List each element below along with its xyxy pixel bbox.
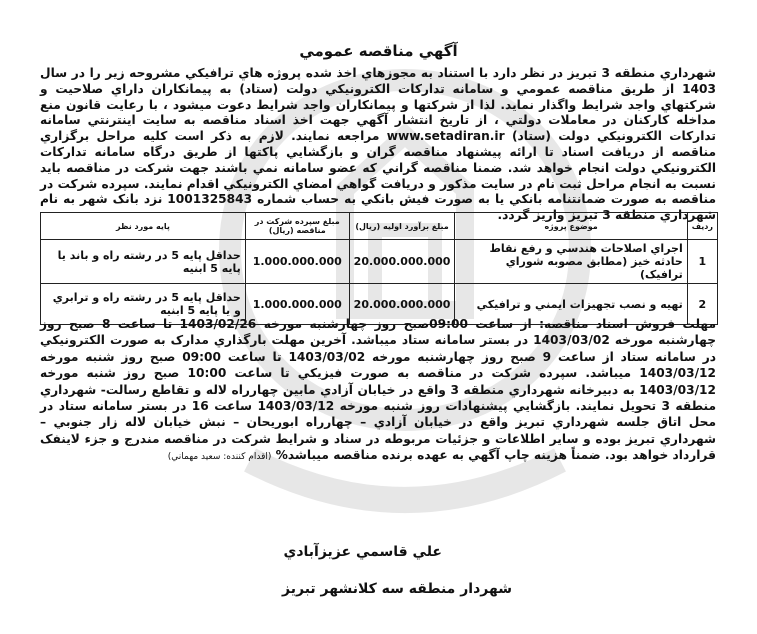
row-number: 2 bbox=[687, 284, 717, 325]
signatory-title: شهردار منطقه سه کلانشهر تبريز bbox=[282, 581, 512, 597]
deposit-amount: 1.000.000.000 bbox=[245, 240, 349, 284]
project-subject: تهيه و نصب تجهيزات ايمني و ترافيکي bbox=[455, 284, 687, 325]
initial-estimate: 20.000.000.000 bbox=[349, 284, 455, 325]
table-row bbox=[41, 240, 718, 284]
setad-url-link[interactable]: www.setadiran.ir bbox=[386, 129, 505, 144]
header-deposit-amount: مبلغ سپرده شرکت در مناقصه (ريال) bbox=[245, 213, 349, 240]
notice-title: آگهي مناقصه عمومي bbox=[299, 42, 458, 60]
header-initial-estimate: مبلغ برآورد اوليه (ريال) bbox=[349, 213, 455, 240]
intro-text-continued: مراجعه نمايند. لازم به ذکر است کليه مراحل برگزاري مناقصه از دريافت اسناد تا ارائه پيشنهاد مناقصه گران و بازگشايي پاکتها از طريق درگاه سامانه تدارکات الکترونيکي دولت انجام خواهد شد. ضمنا مناقصه گراني که عضو سامانه نمي باشند جهت شرکت در مناقصه بايد نسبت به انجام مراحل ثبت نام در سايت مذکور و دريافت گواهي امضاي الکترونيکي اقدام نمايند. سپرده شرکت در مناقصه به صورت ضمانتنامه بانکي يا به صورت فيش بانکي به حساب شماره 1001325843 نزد بانک شهر به نام شهرداري منطقه 3 تبريز واريز گردد. bbox=[40, 129, 717, 223]
tender-projects-table bbox=[40, 212, 718, 325]
deposit-amount: 1.000.000.000 bbox=[245, 284, 349, 325]
intro-paragraph bbox=[40, 66, 716, 224]
row-number: 1 bbox=[687, 240, 717, 284]
header-required-grade: پايه مورد نظر bbox=[41, 213, 246, 240]
project-subject: اجراي اصلاحات هندسي و رفع نقاط حادثه خيز (مطابق مصوبه شوراي ترافيک) bbox=[455, 240, 687, 284]
schedule-text: مهلت فروش اسناد مناقصه: از ساعت 09:00صبح روز چهارشنبه مورخه 1403/02/26 تا ساعت 8 صبح روز چهارشنبه مورخه 1403/03/02 در بستر سامانه ستاد ميباشد. آخرين مهلت بارگذاري مدارک به صورت الکترونيکي در سامانه ستاد از ساعت 9 صبح روز چهارشنبه مورخه 1403/03/02 تا ساعت 09:00 صبح روز شنبه مورخه 1403/03/12 ميباشد. سپرده شرکت در مناقصه به صورت فيزيکي تا ساعت 10:00 صبح روز شنبه مورخه 1403/03/12 به دبيرخانه شهرداري منطقه 3 واقع در خيابان آزادي مابين چهارراه لاله و تقاطع رسالت- شهرداري منطقه 3 تحويل نمايند. بازگشايي پيشنهادات روز شنبه مورخه 1403/03/12 ساعت 16 در بستر سامانه ستاد در محل اتاق جلسه شهرداري تبريز واقع در خيابان آزادي – چهارراه ابوريحان – نبش خيابان لاله زار جنوبي – شهرداري تبريز بوده و ساير اطلاعات و جزئيات مربوطه در سناد و شرايط شرکت در مناقصه مندرج و جزء لاينفک قرارداد خواهد بود. ضمناً هزينه چاپ آگهي به عهده برنده مناقصه ميباشد% bbox=[40, 317, 717, 463]
header-project-subject: موضوع پروژه bbox=[455, 213, 687, 240]
signatory-name: علي قاسمي عزيزآبادي bbox=[283, 544, 442, 560]
required-grade: حداقل پايه 5 در رشته راه و ترابري و يا پايه 5 ابنيه bbox=[41, 284, 246, 325]
required-grade: حداقل پايه 5 در رشته راه و باند يا پايه 5 ابنيه bbox=[41, 240, 246, 284]
schedule-paragraph bbox=[40, 316, 716, 466]
table-header-row bbox=[41, 213, 718, 240]
issuer-note: (اقدام کننده: سعيد مهماني) bbox=[167, 452, 272, 463]
header-row-number: رديف bbox=[687, 213, 717, 240]
initial-estimate: 20.000.000.000 bbox=[349, 240, 455, 284]
intro-text: شهرداري منطقه 3 تبريز در نظر دارد با استناد به مجوزهاي اخذ شده پروژه هاي ترافيکي مشروحه زير را در سال 1403 از طريق مناقصه عمومي و سامانه تدارکات الکترونيکي دولت (ستاد) به پيمانکاران داراي صلاحيت و شرکتهاي واجد شرايط واگذار نمايد. لذا از شرکتها و پيمانکاران واجد شرايط دعوت ميشود ، با رعايت قانون منع مداخله کارکنان در معاملات دولتي ، از تاريخ انتشار آگهي جهت اخذ اسناد مناقصه به سايت اينترنتي سامانه تدارکات الکترونيکي دولت (ستاد) bbox=[40, 66, 716, 144]
